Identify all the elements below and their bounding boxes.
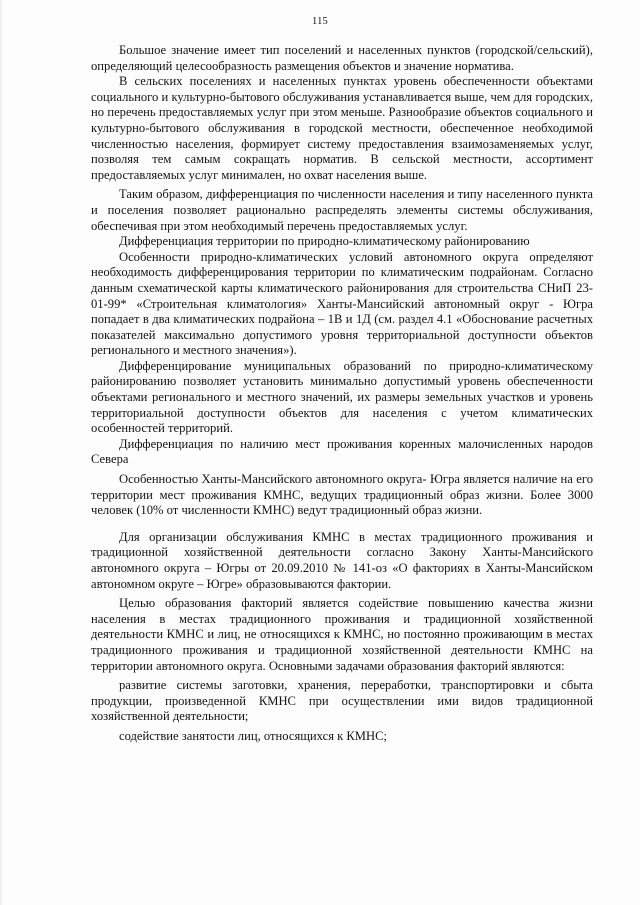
scan-edge-shadow — [0, 0, 3, 905]
document-body — [91, 43, 593, 745]
paragraph-trading-posts-law: Для организации обслуживания КМНС в местах традиционного проживания и традиционной хозяйственной деятельности согласно Закону Ханты-Мансийского автономного округа – Югры от 20.09.2010 № 141-оз «О факториях в Ханты-Мансийском автономном округе – Югре» образовываются фактории. — [91, 529, 593, 591]
paragraph-climate-features: Особенности природно-климатических условий автономного округа определяют необходимость дифференцирования территории по климатическим подрайонам. Согласно данным схематической карты климатического районирования для строительства СНиП 23-01-99* «Строительная климатология» Ханты-Мансийский автономный округ - Югра попадает в два климатических подрайона – 1В и 1Д (см. раздел 4.1 «Обоснование расчетных показателей максимально допустимого уровня территориальной доступности объектов регионального и местного значения»). — [91, 249, 593, 358]
paragraph-kmns-feature: Особенностью Ханты-Мансийского автономного округа- Югра является наличие на его территории мест проживания КМНС, ведущих традиционный образ жизни. Более 3000 человек (10% от численности КМНС) ведут традиционный образ жизни. — [91, 472, 593, 518]
paragraph-settlement-type: Большое значение имеет тип поселений и населенных пунктов (городской/сельский), определяющий целесообразность размещения объектов и значение норматива. — [91, 43, 593, 73]
paragraph-rural-settlements: В сельских поселениях и населенных пунктах уровень обеспеченности объектами социального и культурно-бытового обслуживания устанавливается выше, чем для городских, но перечень предоставляемых услуг при этом меньше. Разнообразие объектов социального и культурно-бытового обслуживания в городской местности, обеспеченное необходимой численностью населения, формирует систему предоставления взаимозаменяемых услуг, позволяя тем самым сокращать норматив. В сельской местности, ассортимент предоставляемых услуг минимален, но охват населения выше. — [91, 74, 593, 182]
paragraph-task-production: развитие системы заготовки, хранения, переработки, транспортировки и сбыта продукции, произведенной КМНС при осуществлении ими видов традиционной хозяйственной деятельности; — [91, 678, 593, 724]
paragraph-trading-posts-goal: Целью образования факторий является содействие повышению качества жизни населения в местах традиционного проживания и традиционной хозяйственной деятельности КМНС и лиц, не относящихся к КМНС, но постоянно проживающим в местах традиционного проживания и традиционной хозяйственной деятельности КМНС на территории автономного округа. Основными задачами образования факторий являются: — [91, 596, 593, 673]
paragraph-task-employment: содействие занятости лиц, относящихся к КМНС; — [119, 728, 387, 743]
paragraph-population-differentiation: Таким образом, дифференциация по численности населения и типу населенного пункта и поселения позволяет рационально распределять элементы системы обслуживания, обеспечивая при этом необходимый перечень предоставляемых услуг. — [91, 187, 593, 233]
section-heading-climate: Дифференциация территории по природно-климатическому районированию — [119, 234, 530, 249]
page-number: 115 — [312, 16, 328, 27]
paragraph-municipal-differentiation: Дифференцирование муниципальных образований по природно-климатическому районированию позволяет установить минимально допустимый уровень обеспеченности объектами регионального и местного значений, их размеры земельных участков и уровень территориальной доступности объектов для населения с учетом климатических особенностей территорий. — [91, 358, 593, 436]
section-heading-indigenous: Дифференциация по наличию мест проживания коренных малочисленных народов Севера — [91, 436, 593, 467]
